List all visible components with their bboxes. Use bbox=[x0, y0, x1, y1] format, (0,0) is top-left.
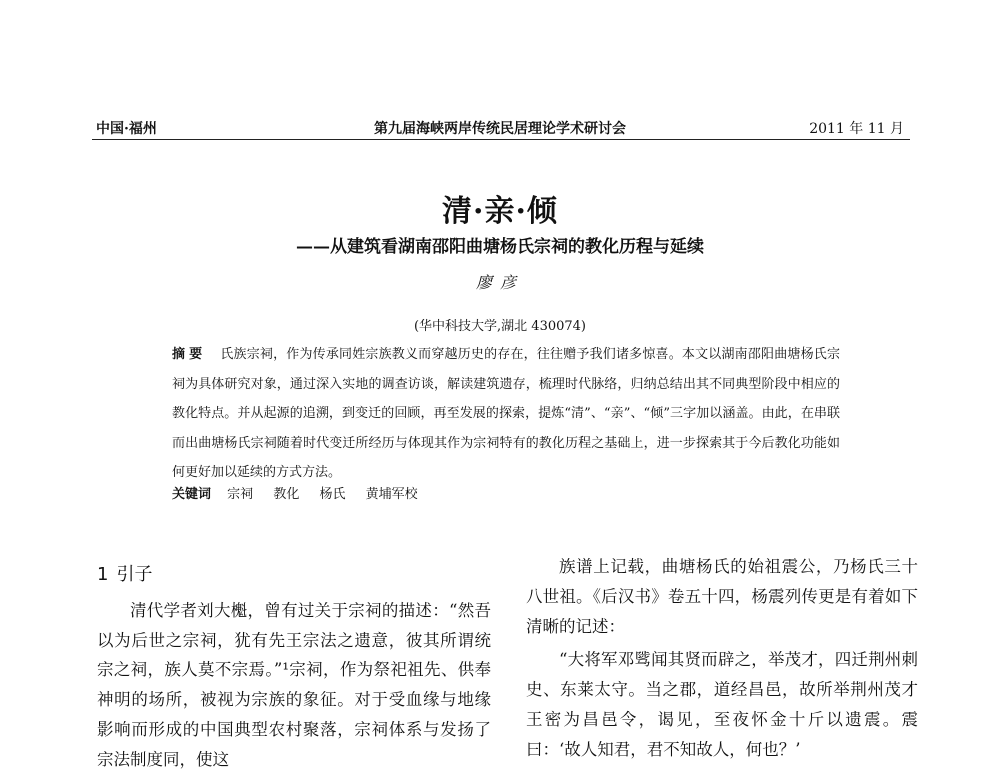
header-rule bbox=[92, 139, 910, 140]
section-number: 1 bbox=[97, 564, 109, 585]
keyword-item: 杨氏 bbox=[319, 487, 346, 502]
keywords bbox=[172, 483, 434, 502]
abstract bbox=[172, 340, 840, 488]
section-heading bbox=[97, 560, 491, 590]
right-paragraph-1: 族谱上记载，曲塘杨氏的始祖震公，乃杨氏三十八世祖。《后汉书》卷五十四，杨震列传更是有着如下清晰的记述： bbox=[526, 557, 918, 636]
paper-title: 清·亲·倾 bbox=[442, 194, 558, 229]
author-name: 廖彦 bbox=[475, 273, 524, 292]
keyword-item: 宗祠 bbox=[227, 487, 254, 502]
keyword-item: 黄埔军校 bbox=[365, 487, 418, 502]
section-paragraph: 清代学者刘大櫆，曾有过关于宗祠的描述：“然吾以为后世之宗祠，犹有先王宗法之遗意，彼其所谓统宗之祠，族人莫不宗焉。”¹宗祠，作为祭祀祖先、供奉神明的场所，被视为宗族的象征。对于受血缘与地缘影响而形成的中国典型农村聚落，宗祠体系与发扬了宗法制度同，使这 bbox=[97, 600, 491, 769]
left-column bbox=[97, 560, 491, 775]
paper-subtitle: ——从建筑看湖南邵阳曲塘杨氏宗祠的教化历程与延续 bbox=[296, 237, 704, 257]
keyword-item: 教化 bbox=[273, 487, 300, 502]
abstract-label: 摘要 bbox=[172, 347, 207, 362]
header-date: 2011 年 11 月 bbox=[809, 121, 904, 137]
author-affiliation: (华中科技大学,湖北 430074) bbox=[413, 319, 587, 334]
header-conference: 第九届海峡两岸传统民居理论学术研讨会 bbox=[374, 121, 626, 137]
right-column bbox=[526, 552, 918, 765]
section-title: 引子 bbox=[116, 564, 153, 585]
keywords-label: 关键词 bbox=[172, 487, 212, 502]
abstract-text: 氏族宗祠，作为传承同姓宗族教义而穿越历史的存在，往往赠予我们诸多惊喜。本文以湖南邵阳曲塘杨氏宗祠为具体研究对象，通过深入实地的调查访谈，解读建筑遗存，梳理时代脉络，归纳总结出其不同典型阶段中相应的教化特点。并从起源的追溯，到变迁的回顾，再至发展的探索，提炼“清”、“亲”、“倾”三字加以涵盖。由此，在串联而出曲塘杨氏宗祠随着时代变迁所经历与体现其作为宗祠特有的教化历程之基础上，进一步探索其于今后教化功能如何更好加以延续的方式方法。 bbox=[172, 347, 840, 480]
header-location: 中国·福州 bbox=[96, 121, 157, 137]
right-paragraph-2: “大将军邓骘闻其贤而辟之，举茂才，四迁荆州刺史、东莱太守。当之郡，道经昌邑，故所举荆州茂才王密为昌邑令，谒见，至夜怀金十斤以遗震。震曰：‘故人知君，君不知故人，何也？’ bbox=[526, 650, 918, 759]
